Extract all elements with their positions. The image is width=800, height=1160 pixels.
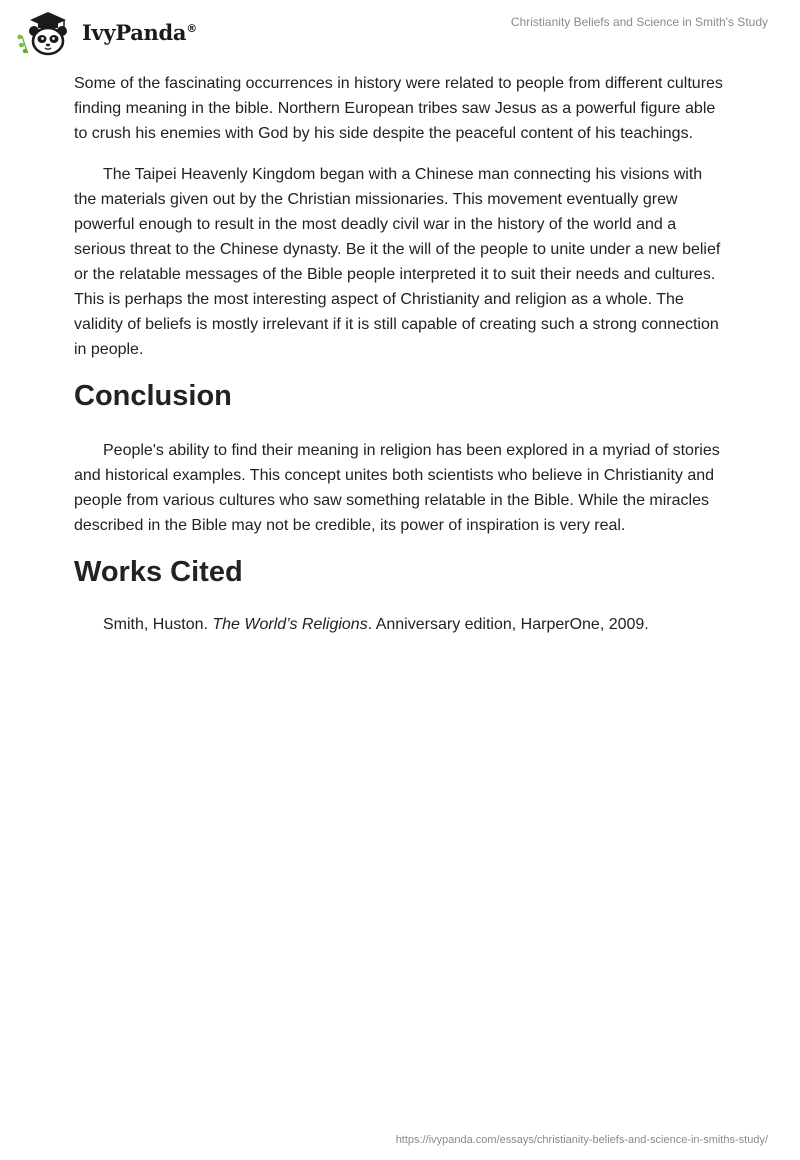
citation-entry [74,612,726,637]
logo-name: IvyPanda [82,19,187,45]
citation-details: . Anniversary edition, HarperOne, 2009. [367,616,649,633]
works-cited-heading: Works Cited [74,556,243,588]
page-header [0,0,800,62]
conclusion-heading: Conclusion [74,380,232,412]
document-title: Christianity Beliefs and Science in Smith's Study [510,15,768,29]
body-paragraph-2: The Taipei Heavenly Kingdom began with a Chinese man connecting his visions with the materials given out by the Christian missionaries. This movement eventually grew powerful enough to result in the most deadly civil war in the history of the world and a serious threat to the Chinese dynasty. Be it the will of the people to unite under a new belief or the relatable messages of the Bible people interpreted it to suit their needs and cultures. This is perhaps the most interesting aspect of Christianity and religion as a whole. The validity of beliefs is mostly irrelevant if it is still capable of creating such a strong connection in people. [74,166,721,358]
panda-mascot-icon [14,9,76,57]
citation-author: Smith, Huston. [103,616,213,633]
ivypanda-logo[interactable] [14,9,197,57]
source-url-link[interactable]: https://ivypanda.com/essays/christianity-beliefs-and-science-in-smiths-study/ [395,1134,768,1146]
conclusion-paragraph: People's ability to find their meaning in religion has been explored in a myriad of stories and historical examples. This concept unites both scientists who believe in Christianity and people from various cultures who saw something relatable in the Bible. While the miracles described in the Bible may not be credible, its power of inspiration is very real. [74,442,720,534]
logo-wordmark [82,20,197,45]
registered-mark: ® [186,21,197,35]
body-paragraph-1: Some of the fascinating occurrences in history were related to people from different cultures finding meaning in the bible. Northern European tribes saw Jesus as a powerful figure able to crush his enemies with God by his side despite the peaceful content of his teachings. [74,75,723,142]
citation-title: The World’s Religions [212,616,368,633]
essay-content [74,71,726,653]
